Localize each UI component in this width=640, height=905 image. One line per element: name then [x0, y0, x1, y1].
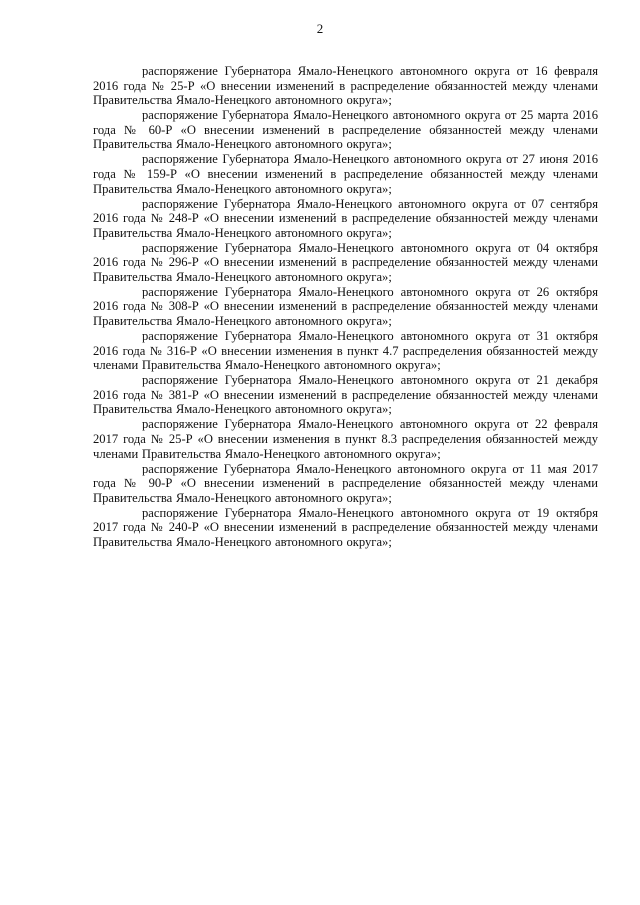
- list-item: распоряжение Губернатора Ямало-Ненецкого автономного округа от 07 сентября 2016 года № 248-Р «О внесении изменений в распределение обязанностей между членами Правительства Ямало-Ненецкого автономного округа»;: [93, 196, 598, 240]
- list-item: распоряжение Губернатора Ямало-Ненецкого автономного округа от 21 декабря 2016 года № 381-Р «О внесении изменений в распределение обязанностей между членами Правительства Ямало-Ненецкого автономного округа»;: [93, 373, 598, 417]
- list-item: распоряжение Губернатора Ямало-Ненецкого автономного округа от 04 октября 2016 года № 296-Р «О внесении изменений в распределение обязанностей между членами Правительства Ямало-Ненецкого автономного округа»;: [93, 240, 598, 284]
- list-item: распоряжение Губернатора Ямало-Ненецкого автономного округа от 31 октября 2016 года № 316-Р «О внесении изменения в пункт 4.7 распределения обязанностей между членами Правительства Ямало-Ненецкого автономного округа»;: [93, 329, 598, 373]
- list-item: распоряжение Губернатора Ямало-Ненецкого автономного округа от 27 июня 2016 года № 159-Р «О внесении изменений в распределение обязанностей между членами Правительства Ямало-Ненецкого автономного округа»;: [93, 152, 598, 196]
- document-body: [93, 64, 598, 550]
- list-item: распоряжение Губернатора Ямало-Ненецкого автономного округа от 19 октября 2017 года № 240-Р «О внесении изменений в распределение обязанностей между членами Правительства Ямало-Ненецкого автономного округа»;: [93, 505, 598, 549]
- list-item: распоряжение Губернатора Ямало-Ненецкого автономного округа от 22 февраля 2017 года № 25-Р «О внесении изменения в пункт 8.3 распределения обязанностей между членами Правительства Ямало-Ненецкого автономного округа»;: [93, 417, 598, 461]
- list-item: распоряжение Губернатора Ямало-Ненецкого автономного округа от 11 мая 2017 года № 90-Р «О внесении изменений в распределение обязанностей между членами Правительства Ямало-Ненецкого автономного округа»;: [93, 461, 598, 505]
- list-item: распоряжение Губернатора Ямало-Ненецкого автономного округа от 25 марта 2016 года № 60-Р «О внесении изменений в распределение обязанностей между членами Правительства Ямало-Ненецкого автономного округа»;: [93, 108, 598, 152]
- page-number: 2: [316, 21, 324, 36]
- list-item: распоряжение Губернатора Ямало-Ненецкого автономного округа от 16 февраля 2016 года № 25-Р «О внесении изменений в распределение обязанностей между членами Правительства Ямало-Ненецкого автономного округа»;: [93, 64, 598, 108]
- list-item: распоряжение Губернатора Ямало-Ненецкого автономного округа от 26 октября 2016 года № 308-Р «О внесении изменений в распределение обязанностей между членами Правительства Ямало-Ненецкого автономного округа»;: [93, 284, 598, 329]
